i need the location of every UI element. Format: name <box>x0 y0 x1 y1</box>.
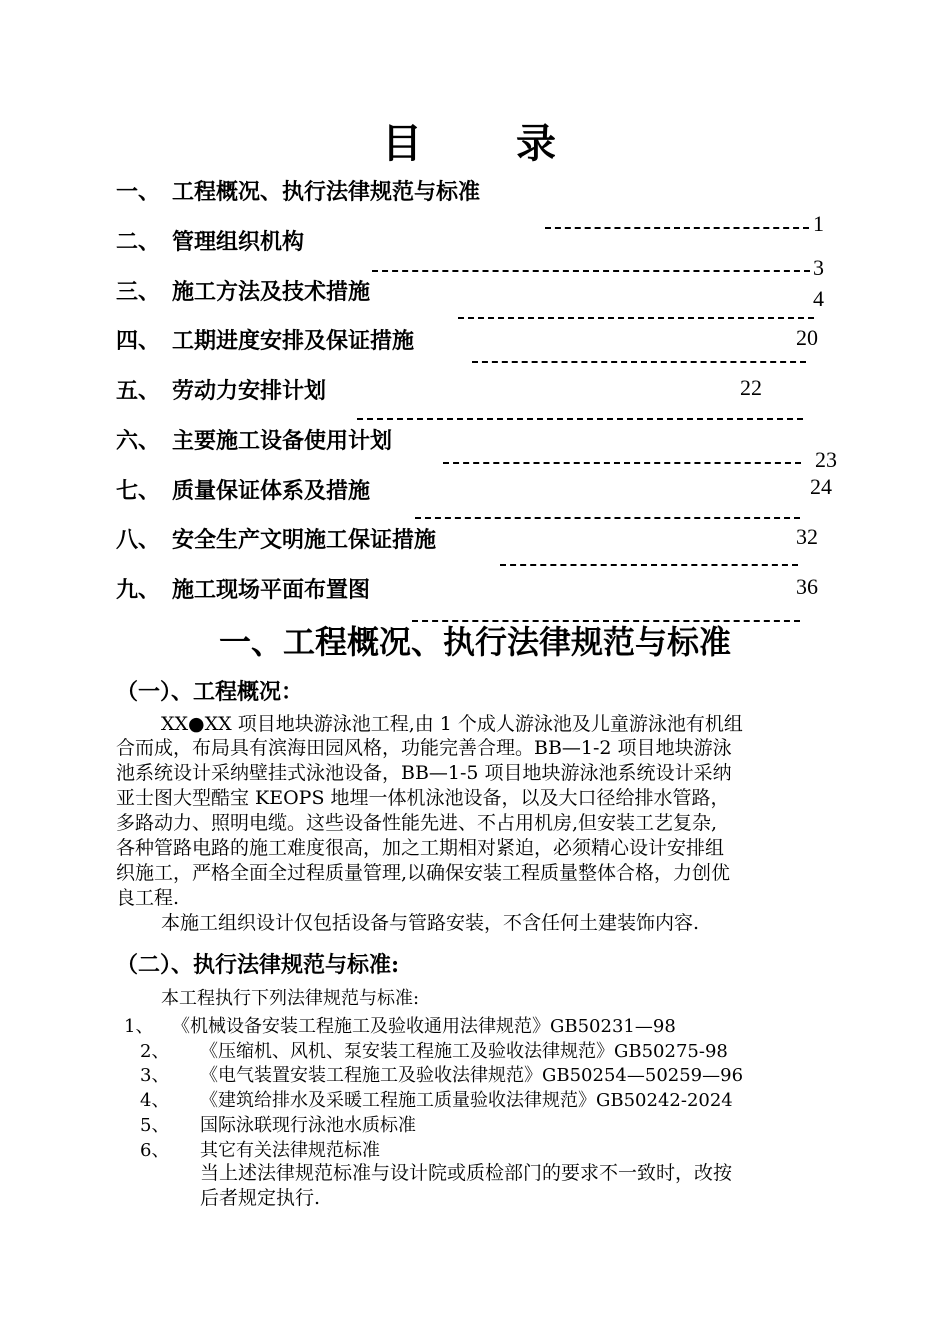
toc-item-num: 二、 <box>116 229 161 255</box>
toc-page-number: 24 <box>810 474 832 499</box>
toc-page-number: 22 <box>740 375 762 400</box>
toc-item-text: 施工现场平面布置图 <box>172 577 371 603</box>
standard-item: 《电气装置安装工程施工及验收法律规范》GB50254—50259—96 <box>200 1065 744 1086</box>
paragraph-line: 亚士图大型酷宝 KEOPS 地埋一体机泳池设备，以及大口径给排水管路， <box>116 787 730 809</box>
toc-item-num: 一、 <box>116 179 161 205</box>
toc-item-text: 施工方法及技术措施 <box>172 279 371 305</box>
toc-item-5[interactable] <box>116 374 326 405</box>
toc-item-num: 四、 <box>116 328 161 354</box>
toc-page-number: 20 <box>796 325 818 350</box>
subsection-heading: （一）、工程概况： <box>116 679 304 705</box>
toc-item-text: 工程概况、执行法律规范与标准 <box>172 179 481 205</box>
toc-item-num: 八、 <box>116 527 161 553</box>
paragraph-line: 池系统设计采纳壁挂式泳池设备，BB—1-5 项目地块游泳池系统设计采纳 <box>116 762 732 784</box>
toc-leader <box>500 564 798 566</box>
toc-item-9[interactable] <box>116 573 370 604</box>
toc-page-number: 36 <box>796 574 818 599</box>
toc-item-num: 七、 <box>116 478 161 504</box>
toc-item-8[interactable] <box>116 523 436 554</box>
standard-num: 6、 <box>140 1140 170 1161</box>
toc-item-num: 六、 <box>116 428 161 454</box>
paragraph-line: 多路动力、照明电缆。这些设备性能先进、不占用机房,但安装工艺复杂, <box>116 812 718 834</box>
toc-page-number: 3 <box>813 255 824 280</box>
toc-leader <box>458 317 814 319</box>
subsection-heading: （二）、执行法律规范与标准: <box>116 952 400 978</box>
toc-item-3[interactable] <box>116 275 370 306</box>
toc-item-6[interactable] <box>116 424 392 455</box>
toc-item-text: 质量保证体系及措施 <box>172 478 371 504</box>
paragraph-note: 本施工组织设计仅包括设备与管路安装，不含任何土建装饰内容. <box>161 912 700 934</box>
standard-num: 3、 <box>140 1065 170 1086</box>
toc-leader <box>443 462 801 464</box>
paragraph-line: 良工程. <box>116 887 180 909</box>
toc-leader <box>415 517 800 519</box>
toc-item-text: 工期进度安排及保证措施 <box>172 328 415 354</box>
toc-leader <box>372 270 810 272</box>
toc-leader <box>472 361 806 363</box>
toc-item-1[interactable] <box>116 175 480 206</box>
toc-title: 目 录 <box>382 120 596 167</box>
toc-item-num: 五、 <box>116 378 161 404</box>
toc-item-text: 安全生产文明施工保证措施 <box>172 527 437 553</box>
toc-page-number: 4 <box>813 286 824 311</box>
toc-page-number: 32 <box>796 524 818 549</box>
standard-item: 《压缩机、风机、泵安装工程施工及验收法律规范》GB50275-98 <box>200 1041 728 1062</box>
standard-num: 2、 <box>140 1041 170 1062</box>
toc-leader <box>357 418 803 420</box>
toc-item-4[interactable] <box>116 324 414 355</box>
standard-item: 其它有关法律规范标准 <box>200 1140 380 1161</box>
standard-num: 4、 <box>140 1090 170 1111</box>
toc-page-number: 1 <box>813 211 824 236</box>
toc-item-text: 管理组织机构 <box>172 229 305 255</box>
section-heading: 一、工程概况、执行法律规范与标准 <box>218 623 731 661</box>
standard-item: 《机械设备安装工程施工及验收通用法律规范》GB50231—98 <box>172 1016 676 1037</box>
toc-leader <box>545 227 809 229</box>
standards-intro: 本工程执行下列法律规范与标准: <box>161 988 420 1009</box>
toc-page-number: 23 <box>815 447 837 472</box>
toc-item-num: 三、 <box>116 279 161 305</box>
standard-item: 《建筑给排水及采暖工程施工质量验收法律规范》GB50242-2024 <box>200 1090 733 1111</box>
toc-item-text: 主要施工设备使用计划 <box>172 428 393 454</box>
paragraph-line: 各种管路电路的施工难度很高，加之工期相对紧迫，必须精心设计安排组 <box>116 837 725 859</box>
closing-line: 后者规定执行. <box>200 1187 321 1209</box>
toc-item-num: 九、 <box>116 577 161 603</box>
toc-item-2[interactable] <box>116 225 304 256</box>
paragraph-line: 织施工，严格全面全过程质量管理,以确保安装工程质量整体合格，力创优 <box>116 862 731 884</box>
standard-num: 5、 <box>140 1115 170 1136</box>
closing-line: 当上述法律规范标准与设计院或质检部门的要求不一致时，改按 <box>200 1162 733 1184</box>
standard-item: 国际泳联现行泳池水质标准 <box>200 1115 416 1136</box>
paragraph-line: XX●XX 项目地块游泳池工程,由 1 个成人游泳池及儿童游泳池有机组 <box>161 713 743 735</box>
toc-item-7[interactable] <box>116 474 370 505</box>
toc-item-text: 劳动力安排计划 <box>172 378 327 404</box>
paragraph-line: 合而成，布局具有滨海田园风格，功能完善合理。BB—1-2 项目地块游泳 <box>116 737 732 759</box>
standard-num: 1、 <box>124 1016 154 1037</box>
